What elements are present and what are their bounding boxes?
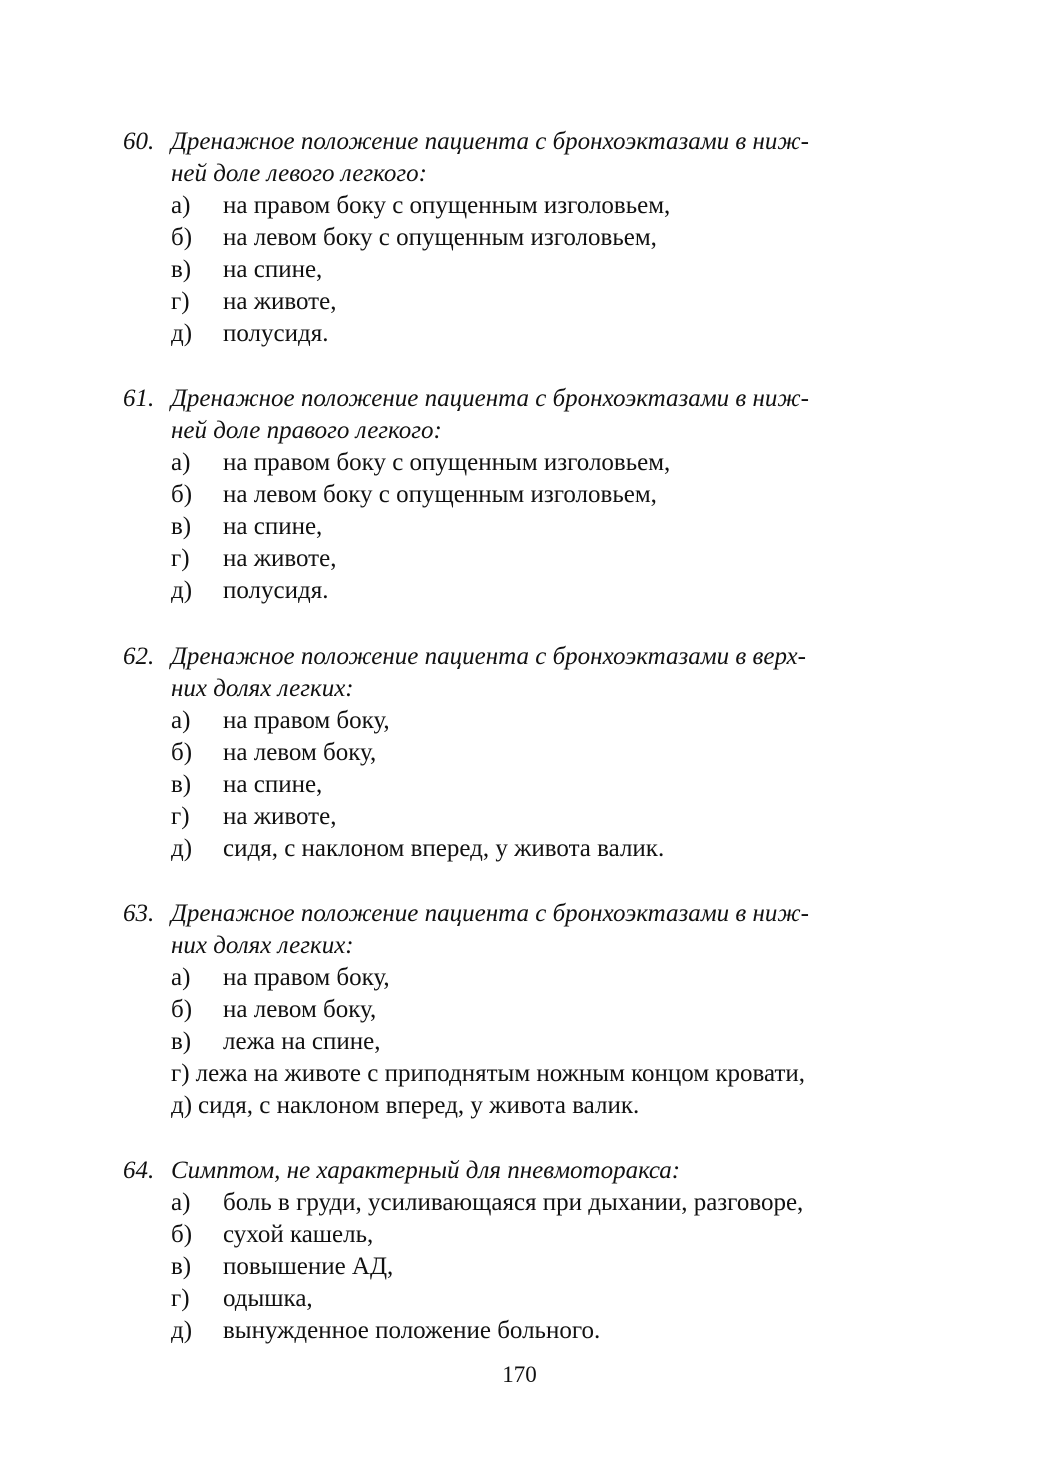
- question-number: 63.: [123, 900, 155, 927]
- option-text: полусидя.: [223, 320, 329, 347]
- option-text: лежа на спине,: [223, 1028, 381, 1055]
- answer-option-g: [123, 543, 923, 575]
- option-text: сидя, с наклоном вперед, у живота валик.: [198, 1092, 640, 1119]
- question-text-line1: Дренажное положение пациента с бронхоэктазами в верх-: [171, 643, 806, 670]
- option-letter: б): [171, 739, 193, 766]
- option-text: на спине,: [223, 771, 323, 798]
- answer-option-d: [123, 575, 923, 607]
- option-text: сухой кашель,: [223, 1221, 374, 1248]
- answer-option-v: [123, 1251, 923, 1283]
- question-text: [123, 1155, 923, 1187]
- option-text: на правом боку с опущенным изголовьем,: [223, 449, 671, 476]
- question-text-line1: Симптом, не характерный для пневмоторакса:: [171, 1157, 681, 1184]
- answer-option-g: [123, 1283, 923, 1315]
- option-letter: г): [171, 1060, 190, 1087]
- option-letter: а): [171, 1189, 191, 1216]
- option-text: на правом боку с опущенным изголовьем,: [223, 192, 671, 219]
- page-number: 170: [502, 1362, 537, 1387]
- answer-options: [123, 962, 923, 1122]
- option-text: на животе,: [223, 803, 337, 830]
- option-letter: д): [171, 835, 193, 862]
- answer-option-b: [123, 1219, 923, 1251]
- option-text: на правом боку,: [223, 707, 390, 734]
- question-number: 61.: [123, 385, 155, 412]
- answer-option-v: [123, 254, 923, 286]
- answer-option-d: [123, 318, 923, 350]
- question-number: 62.: [123, 643, 155, 670]
- answer-option-b: [123, 994, 923, 1026]
- option-letter: в): [171, 1028, 192, 1055]
- option-letter: а): [171, 449, 191, 476]
- option-letter: в): [171, 256, 192, 283]
- question-text-line2: ней доле левого легкого:: [171, 160, 427, 187]
- option-text: на левом боку с опущенным изголовьем,: [223, 224, 657, 251]
- question-text-line1: Дренажное положение пациента с бронхоэктазами в ниж-: [171, 900, 810, 927]
- option-letter: а): [171, 964, 191, 991]
- question-61: [123, 383, 923, 607]
- option-letter: г): [171, 803, 190, 830]
- question-text-line2: ней доле правого легкого:: [171, 417, 442, 444]
- answer-option-b: [123, 479, 923, 511]
- question-text: [123, 383, 923, 447]
- answer-option-a: [123, 190, 923, 222]
- answer-option-b: [123, 737, 923, 769]
- option-text: на животе,: [223, 288, 337, 315]
- option-text: на левом боку с опущенным изголовьем,: [223, 481, 657, 508]
- option-letter: д): [171, 577, 193, 604]
- option-letter: г): [171, 1285, 190, 1312]
- answer-option-v: [123, 1026, 923, 1058]
- option-letter: б): [171, 481, 193, 508]
- answer-option-g: [123, 286, 923, 318]
- question-text-line2: них долях легких:: [171, 932, 354, 959]
- answer-option-d: [123, 1315, 923, 1347]
- answer-option-d: [123, 1090, 923, 1122]
- question-text-line1: Дренажное положение пациента с бронхоэктазами в ниж-: [171, 128, 810, 155]
- answer-options: [123, 705, 923, 865]
- answer-option-b: [123, 222, 923, 254]
- question-text-line2: них долях легких:: [171, 675, 354, 702]
- option-text: на спине,: [223, 513, 323, 540]
- option-letter: б): [171, 224, 193, 251]
- option-text: на спине,: [223, 256, 323, 283]
- option-letter: д): [171, 1092, 193, 1119]
- option-letter: а): [171, 707, 191, 734]
- option-letter: б): [171, 996, 193, 1023]
- question-number: 60.: [123, 128, 155, 155]
- option-text: на левом боку,: [223, 739, 377, 766]
- option-letter: в): [171, 1253, 192, 1280]
- answer-option-v: [123, 511, 923, 543]
- option-text: повышение АД,: [223, 1253, 394, 1280]
- answer-options: [123, 447, 923, 607]
- answer-option-v: [123, 769, 923, 801]
- option-letter: д): [171, 320, 193, 347]
- option-letter: г): [171, 545, 190, 572]
- option-letter: а): [171, 192, 191, 219]
- option-letter: в): [171, 771, 192, 798]
- question-text-line1: Дренажное положение пациента с бронхоэктазами в ниж-: [171, 385, 810, 412]
- answer-option-a: [123, 962, 923, 994]
- question-60: [123, 126, 923, 350]
- option-text: на правом боку,: [223, 964, 390, 991]
- answer-options: [123, 190, 923, 350]
- question-text: [123, 126, 923, 190]
- option-text: сидя, с наклоном вперед, у живота валик.: [223, 835, 665, 862]
- answer-option-g: [123, 801, 923, 833]
- option-text: вынужденное положение больного.: [223, 1317, 601, 1344]
- answer-option-g: [123, 1058, 923, 1090]
- answer-option-a: [123, 1187, 923, 1219]
- option-letter: д): [171, 1317, 193, 1344]
- option-text: боль в груди, усиливающаяся при дыхании, разговоре,: [223, 1189, 804, 1216]
- answer-option-a: [123, 447, 923, 479]
- question-64: [123, 1155, 923, 1347]
- option-text: одышка,: [223, 1285, 313, 1312]
- question-text: [123, 898, 923, 962]
- option-text: на животе,: [223, 545, 337, 572]
- option-text: лежа на животе с приподнятым ножным концом кровати,: [195, 1060, 806, 1087]
- option-text: полусидя.: [223, 577, 329, 604]
- option-letter: в): [171, 513, 192, 540]
- question-number: 64.: [123, 1157, 155, 1184]
- answer-option-d: [123, 833, 923, 865]
- answer-option-a: [123, 705, 923, 737]
- question-63: [123, 898, 923, 1122]
- option-letter: г): [171, 288, 190, 315]
- answer-options: [123, 1187, 923, 1347]
- question-62: [123, 641, 923, 865]
- option-letter: б): [171, 1221, 193, 1248]
- question-text: [123, 641, 923, 705]
- option-text: на левом боку,: [223, 996, 377, 1023]
